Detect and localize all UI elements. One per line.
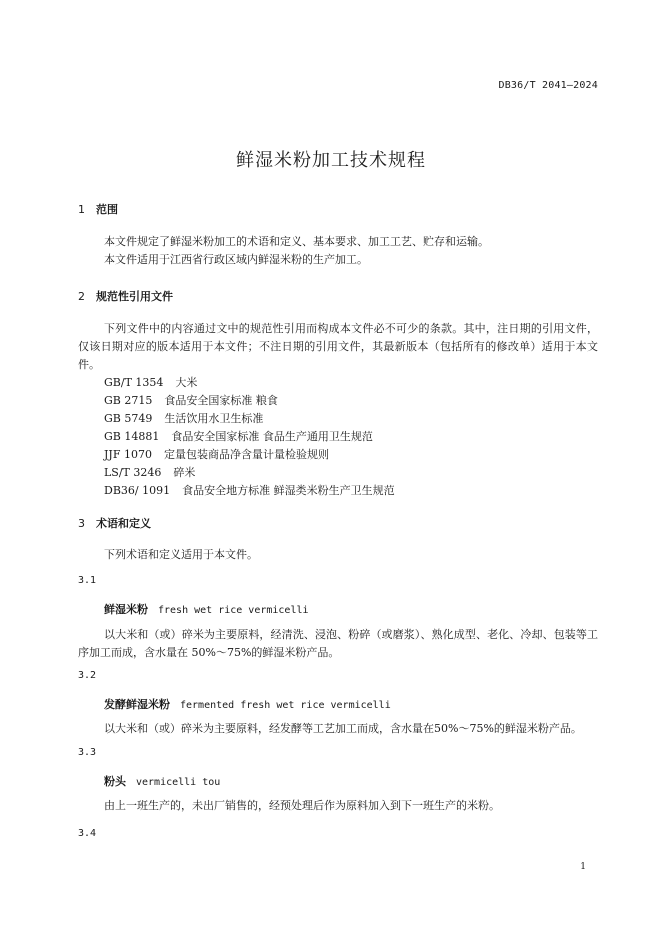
term-number: 3.4 — [78, 828, 97, 839]
standard-code: DB36/T 2041—2024 — [498, 80, 598, 91]
ref-code: JJF 1070 — [104, 448, 152, 461]
term-heading — [104, 601, 309, 617]
section-title: 范围 — [96, 203, 118, 216]
term-en: vermicelli tou — [136, 777, 221, 788]
ref-item — [104, 428, 373, 444]
term-number: 3.2 — [78, 670, 97, 681]
term-number: 3.1 — [78, 575, 97, 586]
ref-name: 食品安全地方标准 鲜湿类米粉生产卫生规范 — [182, 484, 395, 497]
term-heading — [104, 696, 391, 712]
ref-code: GB 2715 — [104, 394, 153, 407]
term-en: fermented fresh wet rice vermicelli — [180, 700, 391, 711]
term-zh: 鲜湿米粉 — [104, 603, 148, 616]
terms-intro-paragraph: 下列术语和定义适用于本文件。 — [104, 548, 258, 561]
ref-item — [104, 446, 329, 462]
page-number: 1 — [580, 862, 586, 872]
scope-paragraph-2: 本文件适用于江西省行政区域内鲜湿米粉的生产加工。 — [104, 253, 368, 266]
ref-code: LS/T 3246 — [104, 466, 162, 479]
ref-name: 生活饮用水卫生标准 — [164, 412, 264, 425]
section-heading-normative-refs — [78, 288, 173, 304]
ref-name: 碎米 — [173, 466, 196, 479]
term-heading — [104, 773, 220, 789]
term-zh: 发酵鲜湿米粉 — [104, 698, 170, 711]
section-number: 1 — [78, 203, 85, 216]
ref-name: 定量包装商品净含量计量检验规则 — [163, 448, 329, 461]
section-title: 规范性引用文件 — [96, 290, 173, 303]
term-zh: 粉头 — [104, 775, 126, 788]
ref-name: 食品安全国家标准 粮食 — [164, 394, 278, 407]
section-heading-terms — [78, 515, 151, 531]
ref-code: DB36/ 1091 — [104, 484, 171, 497]
ref-item — [104, 392, 278, 408]
ref-item — [104, 464, 195, 480]
ref-item — [104, 482, 395, 498]
term-definition: 以大米和（或）碎米为主要原料，经发酵等工艺加工而成，含水量在50%～75%的鲜湿米粉产品。 — [104, 722, 582, 735]
ref-code: GB 5749 — [104, 412, 153, 425]
section-title: 术语和定义 — [96, 517, 151, 530]
ref-code: GB 14881 — [104, 430, 160, 443]
scope-paragraph-1: 本文件规定了鲜湿米粉加工的术语和定义、基本要求、加工工艺、贮存和运输。 — [104, 235, 489, 248]
ref-name: 食品安全国家标准 食品生产通用卫生规范 — [171, 430, 373, 443]
ref-code: GB/T 1354 — [104, 376, 164, 389]
document-title: 鲜湿米粉加工技术规程 — [236, 150, 426, 171]
term-definition: 以大米和（或）碎米为主要原料，经清洗、浸泡、粉碎（或磨浆）、熟化成型、老化、冷却、包装等工序加工而成，含水量在 50%～75%的鲜湿米粉产品。 — [78, 628, 598, 659]
ref-item — [104, 410, 263, 426]
term-number: 3.3 — [78, 747, 97, 758]
section-number: 2 — [78, 290, 85, 303]
section-number: 3 — [78, 517, 85, 530]
term-en: fresh wet rice vermicelli — [158, 605, 309, 616]
term-definition: 由上一班生产的，未出厂销售的，经预处理后作为原料加入到下一班生产的米粉。 — [104, 799, 500, 812]
ref-item — [104, 374, 197, 390]
refs-intro-paragraph: 下列文件中的内容通过文中的规范性引用而构成本文件必不可少的条款。其中，注日期的引用文件，仅该日期对应的版本适用于本文件；不注日期的引用文件，其最新版本（包括所有的修改单）适用于本文件。 — [78, 322, 598, 371]
ref-name: 大米 — [175, 376, 198, 389]
section-heading-scope — [78, 201, 118, 217]
